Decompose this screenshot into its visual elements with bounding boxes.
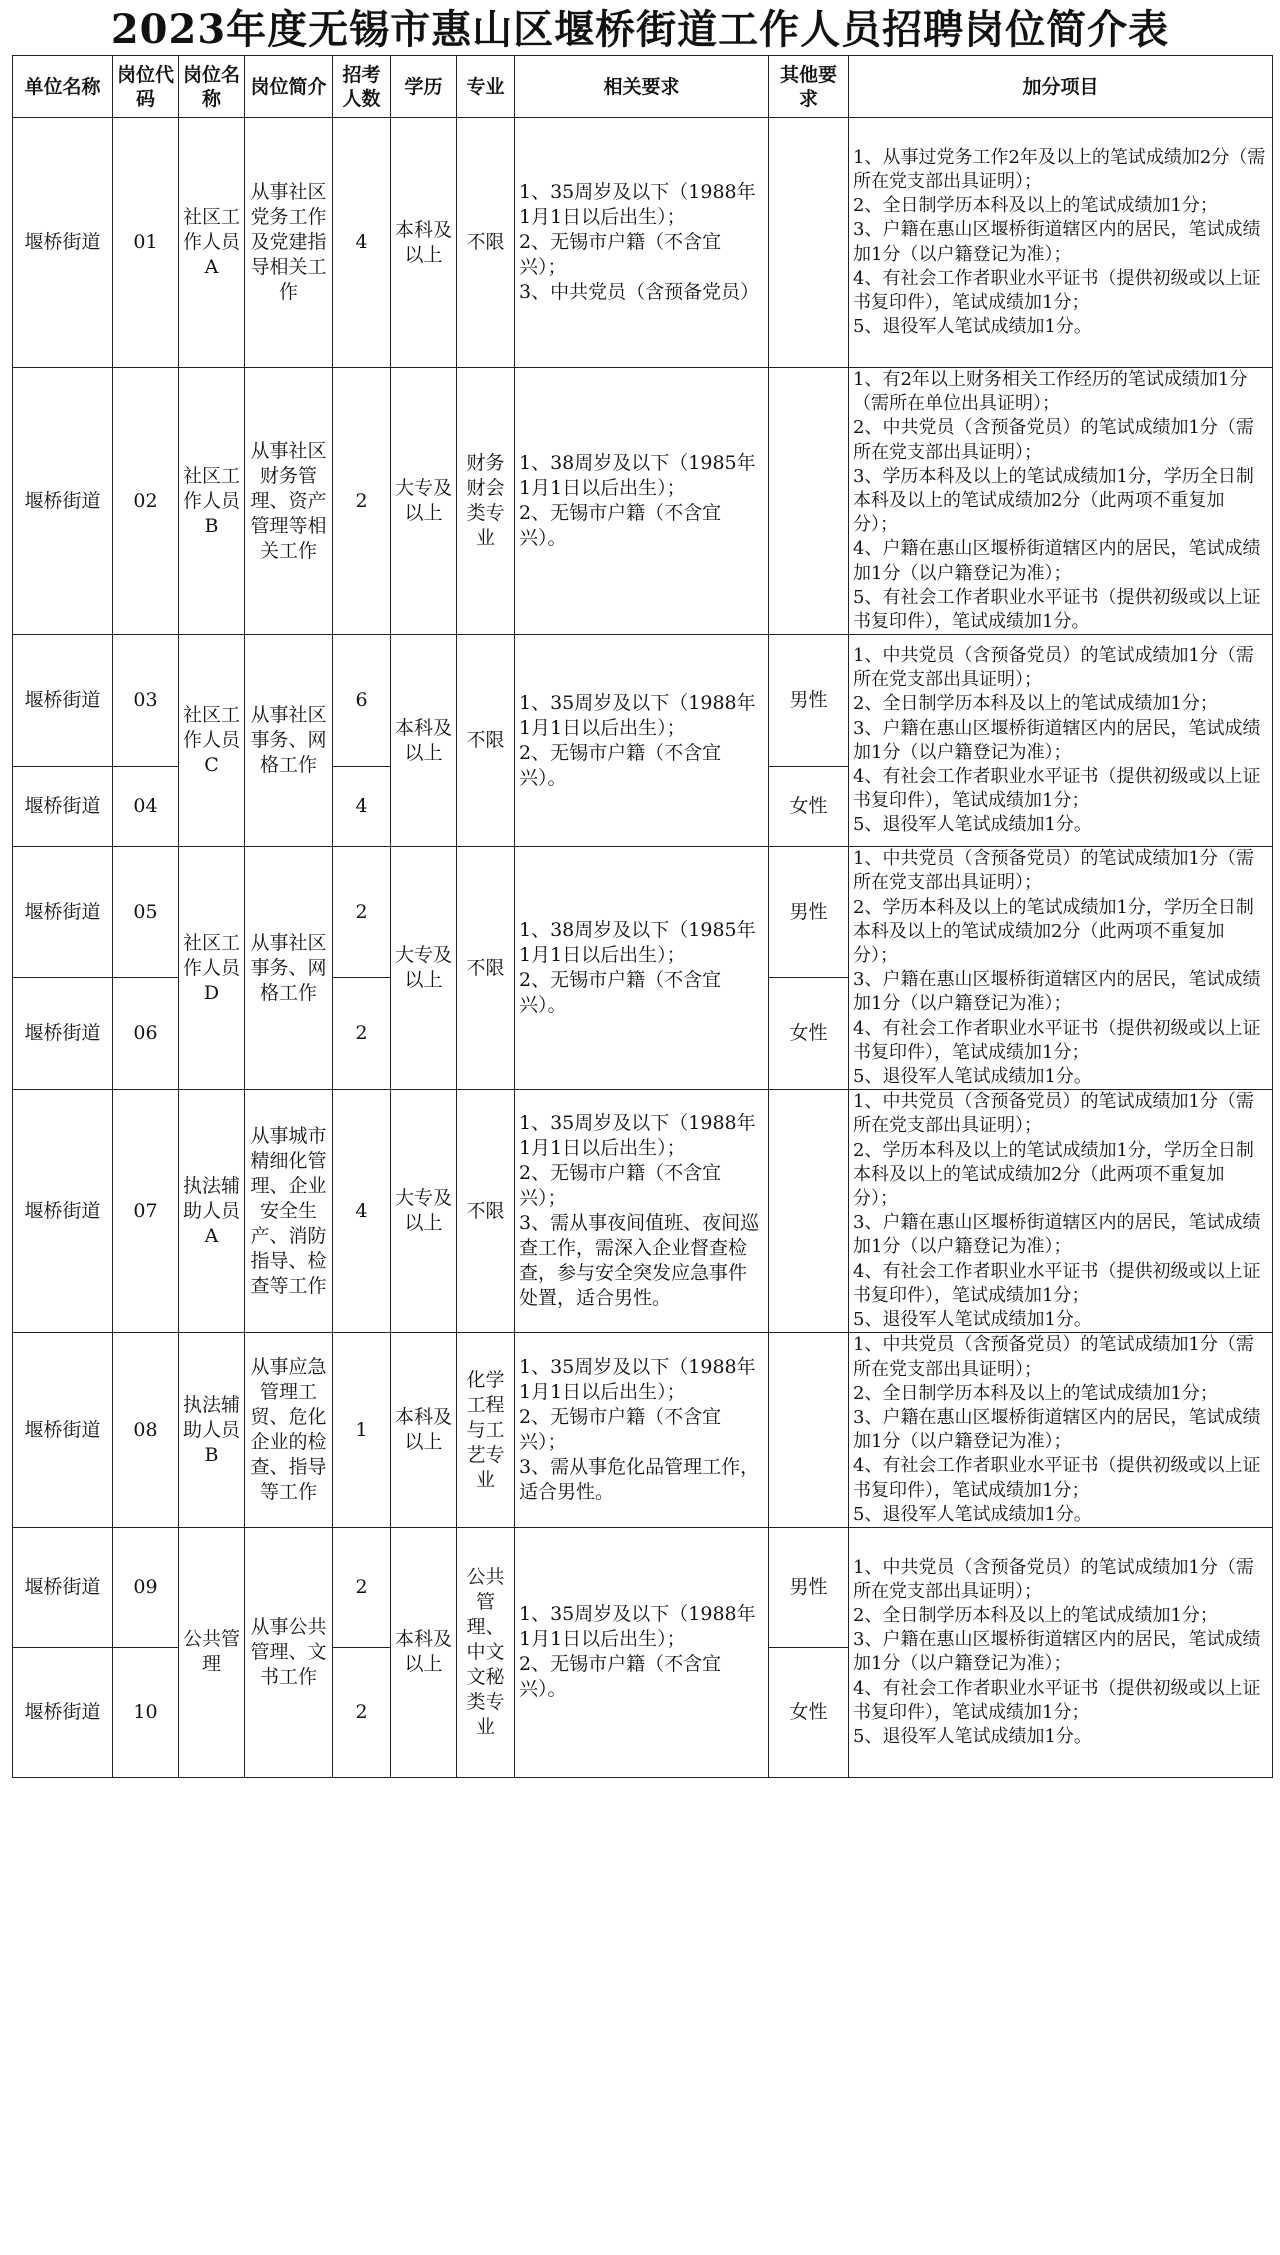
position-description-cell: 从事公共管理、文书工作 <box>245 1527 333 1777</box>
col-header-requirements: 相关要求 <box>515 56 769 118</box>
position-code-cell: 03 <box>113 635 179 767</box>
unit-name-cell: 堰桥街道 <box>13 767 113 847</box>
other-requirements-cell: 女性 <box>769 1647 849 1777</box>
unit-name-cell: 堰桥街道 <box>13 368 113 635</box>
position-description-cell: 从事城市精细化管理、企业安全生产、消防指导、检查等工作 <box>245 1090 333 1333</box>
requirements-cell: 1、35周岁及以下（1988年1月1日以后出生）； 2、无锡市户籍（不含宜兴）。 <box>515 635 769 847</box>
other-requirements-cell: 男性 <box>769 1527 849 1647</box>
table-row <box>13 368 1273 635</box>
education-cell: 大专及以上 <box>391 368 457 635</box>
other-requirements-cell <box>769 368 849 635</box>
col-header-bonus: 加分项目 <box>849 56 1273 118</box>
education-cell: 大专及以上 <box>391 1090 457 1333</box>
position-description-cell: 从事社区党务工作及党建指导相关工作 <box>245 118 333 368</box>
table-row <box>13 1333 1273 1528</box>
table-row <box>13 635 1273 767</box>
position-code-cell: 01 <box>113 118 179 368</box>
position-code-cell: 07 <box>113 1090 179 1333</box>
other-requirements-cell: 女性 <box>769 767 849 847</box>
col-header-unit: 单位名称 <box>13 56 113 118</box>
recruit-count-cell: 4 <box>333 1090 391 1333</box>
table-body <box>13 118 1273 1778</box>
position-code-cell: 02 <box>113 368 179 635</box>
unit-name-cell: 堰桥街道 <box>13 977 113 1089</box>
recruit-count-cell: 2 <box>333 847 391 978</box>
recruit-count-cell: 2 <box>333 1647 391 1777</box>
col-header-other: 其他要求 <box>769 56 849 118</box>
requirements-cell: 1、35周岁及以下（1988年1月1日以后出生）； 2、无锡市户籍（不含宜兴）； 3、需从事夜间值班、夜间巡查工作，需深入企业督查检查，参与安全突发应急事件处置，适合男性。 <box>515 1090 769 1333</box>
bonus-items-cell: 1、中共党员（含预备党员）的笔试成绩加1分（需所在党支部出具证明）； 2、全日制学历本科及以上的笔试成绩加1分； 3、户籍在惠山区堰桥街道辖区内的居民，笔试成绩加1分（以户籍登记为准）； 4、有社会工作者职业水平证书（提供初级或以上证书复印件），笔试成绩加1分； 5、退役军人笔试成绩加1分。 <box>849 1527 1273 1777</box>
major-cell: 不限 <box>457 847 515 1090</box>
position-name-cell: 社区工作人员A <box>179 118 245 368</box>
other-requirements-cell: 男性 <box>769 847 849 978</box>
bonus-items-cell: 1、中共党员（含预备党员）的笔试成绩加1分（需所在党支部出具证明）； 2、全日制学历本科及以上的笔试成绩加1分； 3、户籍在惠山区堰桥街道辖区内的居民，笔试成绩加1分（以户籍登记为准）； 4、有社会工作者职业水平证书（提供初级或以上证书复印件），笔试成绩加1分； 5、退役军人笔试成绩加1分。 <box>849 1333 1273 1528</box>
table-row <box>13 1527 1273 1647</box>
col-header-code: 岗位代码 <box>113 56 179 118</box>
major-cell: 不限 <box>457 635 515 847</box>
recruit-count-cell: 1 <box>333 1333 391 1528</box>
other-requirements-cell <box>769 118 849 368</box>
unit-name-cell: 堰桥街道 <box>13 118 113 368</box>
position-description-cell: 从事社区事务、网格工作 <box>245 635 333 847</box>
other-requirements-cell <box>769 1090 849 1333</box>
position-code-cell: 10 <box>113 1647 179 1777</box>
page-title: 2023年度无锡市惠山区堰桥街道工作人员招聘岗位简介表 <box>110 6 1170 53</box>
other-requirements-cell: 女性 <box>769 977 849 1089</box>
education-cell: 大专及以上 <box>391 847 457 1090</box>
recruit-count-cell: 2 <box>333 1527 391 1647</box>
position-code-cell: 04 <box>113 767 179 847</box>
col-header-major: 专业 <box>457 56 515 118</box>
major-cell: 财务财会类专业 <box>457 368 515 635</box>
position-name-cell: 社区工作人员C <box>179 635 245 847</box>
education-cell: 本科及以上 <box>391 1527 457 1777</box>
unit-name-cell: 堰桥街道 <box>13 1647 113 1777</box>
positions-table <box>12 55 1273 1778</box>
recruit-count-cell: 4 <box>333 118 391 368</box>
col-header-education: 学历 <box>391 56 457 118</box>
table-row <box>13 118 1273 368</box>
requirements-cell: 1、35周岁及以下（1988年1月1日以后出生）； 2、无锡市户籍（不含宜兴）。 <box>515 1527 769 1777</box>
col-header-description: 岗位简介 <box>245 56 333 118</box>
other-requirements-cell: 男性 <box>769 635 849 767</box>
major-cell: 化学工程与工艺专业 <box>457 1333 515 1528</box>
position-code-cell: 08 <box>113 1333 179 1528</box>
position-description-cell: 从事社区财务管理、资产管理等相关工作 <box>245 368 333 635</box>
position-code-cell: 05 <box>113 847 179 978</box>
other-requirements-cell <box>769 1333 849 1528</box>
recruit-count-cell: 2 <box>333 977 391 1089</box>
major-cell: 不限 <box>457 1090 515 1333</box>
education-cell: 本科及以上 <box>391 118 457 368</box>
bonus-items-cell: 1、有2年以上财务相关工作经历的笔试成绩加1分（需所在单位出具证明）； 2、中共党员（含预备党员）的笔试成绩加1分（需所在党支部出具证明）； 3、学历本科及以上的笔试成绩加1分，学历全日制本科及以上的笔试成绩加2分（此两项不重复加分）； 4、户籍在惠山区堰桥街道辖区内的居民，笔试成绩加1分（以户籍登记为准）； 5、有社会工作者职业水平证书（提供初级或以上证书复印件），笔试成绩加1分。 <box>849 368 1273 635</box>
position-code-cell: 06 <box>113 977 179 1089</box>
recruit-count-cell: 4 <box>333 767 391 847</box>
position-name-cell: 公共管理 <box>179 1527 245 1777</box>
bonus-items-cell: 1、中共党员（含预备党员）的笔试成绩加1分（需所在党支部出具证明）； 2、全日制学历本科及以上的笔试成绩加1分； 3、户籍在惠山区堰桥街道辖区内的居民，笔试成绩加1分（以户籍登记为准）； 4、有社会工作者职业水平证书（提供初级或以上证书复印件），笔试成绩加1分； 5、退役军人笔试成绩加1分。 <box>849 635 1273 847</box>
requirements-cell: 1、35周岁及以下（1988年1月1日以后出生）； 2、无锡市户籍（不含宜兴）； 3、中共党员（含预备党员） <box>515 118 769 368</box>
unit-name-cell: 堰桥街道 <box>13 1527 113 1647</box>
position-name-cell: 执法辅助人员A <box>179 1090 245 1333</box>
education-cell: 本科及以上 <box>391 635 457 847</box>
unit-name-cell: 堰桥街道 <box>13 1333 113 1528</box>
unit-name-cell: 堰桥街道 <box>13 847 113 978</box>
position-name-cell: 社区工作人员D <box>179 847 245 1090</box>
unit-name-cell: 堰桥街道 <box>13 635 113 767</box>
bonus-items-cell: 1、中共党员（含预备党员）的笔试成绩加1分（需所在党支部出具证明）； 2、学历本科及以上的笔试成绩加1分，学历全日制本科及以上的笔试成绩加2分（此两项不重复加分）； 3、户籍在惠山区堰桥街道辖区内的居民，笔试成绩加1分（以户籍登记为准）； 4、有社会工作者职业水平证书（提供初级或以上证书复印件），笔试成绩加1分； 5、退役军人笔试成绩加1分。 <box>849 1090 1273 1333</box>
recruit-count-cell: 2 <box>333 368 391 635</box>
table-row <box>13 1090 1273 1333</box>
col-header-count: 招考人数 <box>333 56 391 118</box>
education-cell: 本科及以上 <box>391 1333 457 1528</box>
bonus-items-cell: 1、中共党员（含预备党员）的笔试成绩加1分（需所在党支部出具证明）； 2、学历本科及以上的笔试成绩加1分，学历全日制本科及以上的笔试成绩加2分（此两项不重复加分）； 3、户籍在惠山区堰桥街道辖区内的居民，笔试成绩加1分（以户籍登记为准）； 4、有社会工作者职业水平证书（提供初级或以上证书复印件），笔试成绩加1分； 5、退役军人笔试成绩加1分。 <box>849 847 1273 1090</box>
major-cell: 不限 <box>457 118 515 368</box>
position-code-cell: 09 <box>113 1527 179 1647</box>
recruit-count-cell: 6 <box>333 635 391 767</box>
header-row <box>13 56 1273 118</box>
position-description-cell: 从事社区事务、网格工作 <box>245 847 333 1090</box>
bonus-items-cell: 1、从事过党务工作2年及以上的笔试成绩加2分（需所在党支部出具证明）； 2、全日制学历本科及以上的笔试成绩加1分； 3、户籍在惠山区堰桥街道辖区内的居民，笔试成绩加1分（以户籍登记为准）； 4、有社会工作者职业水平证书（提供初级或以上证书复印件），笔试成绩加1分； 5、退役军人笔试成绩加1分。 <box>849 118 1273 368</box>
requirements-cell: 1、35周岁及以下（1988年1月1日以后出生）； 2、无锡市户籍（不含宜兴）； 3、需从事危化品管理工作，适合男性。 <box>515 1333 769 1528</box>
requirements-cell: 1、38周岁及以下（1985年1月1日以后出生）； 2、无锡市户籍（不含宜兴）。 <box>515 368 769 635</box>
requirements-cell: 1、38周岁及以下（1985年1月1日以后出生）； 2、无锡市户籍（不含宜兴）。 <box>515 847 769 1090</box>
col-header-position: 岗位名称 <box>179 56 245 118</box>
major-cell: 公共管理、中文文秘类专业 <box>457 1527 515 1777</box>
table-row <box>13 847 1273 978</box>
position-name-cell: 执法辅助人员B <box>179 1333 245 1528</box>
position-name-cell: 社区工作人员B <box>179 368 245 635</box>
unit-name-cell: 堰桥街道 <box>13 1090 113 1333</box>
position-description-cell: 从事应急管理工贸、危化企业的检查、指导等工作 <box>245 1333 333 1528</box>
